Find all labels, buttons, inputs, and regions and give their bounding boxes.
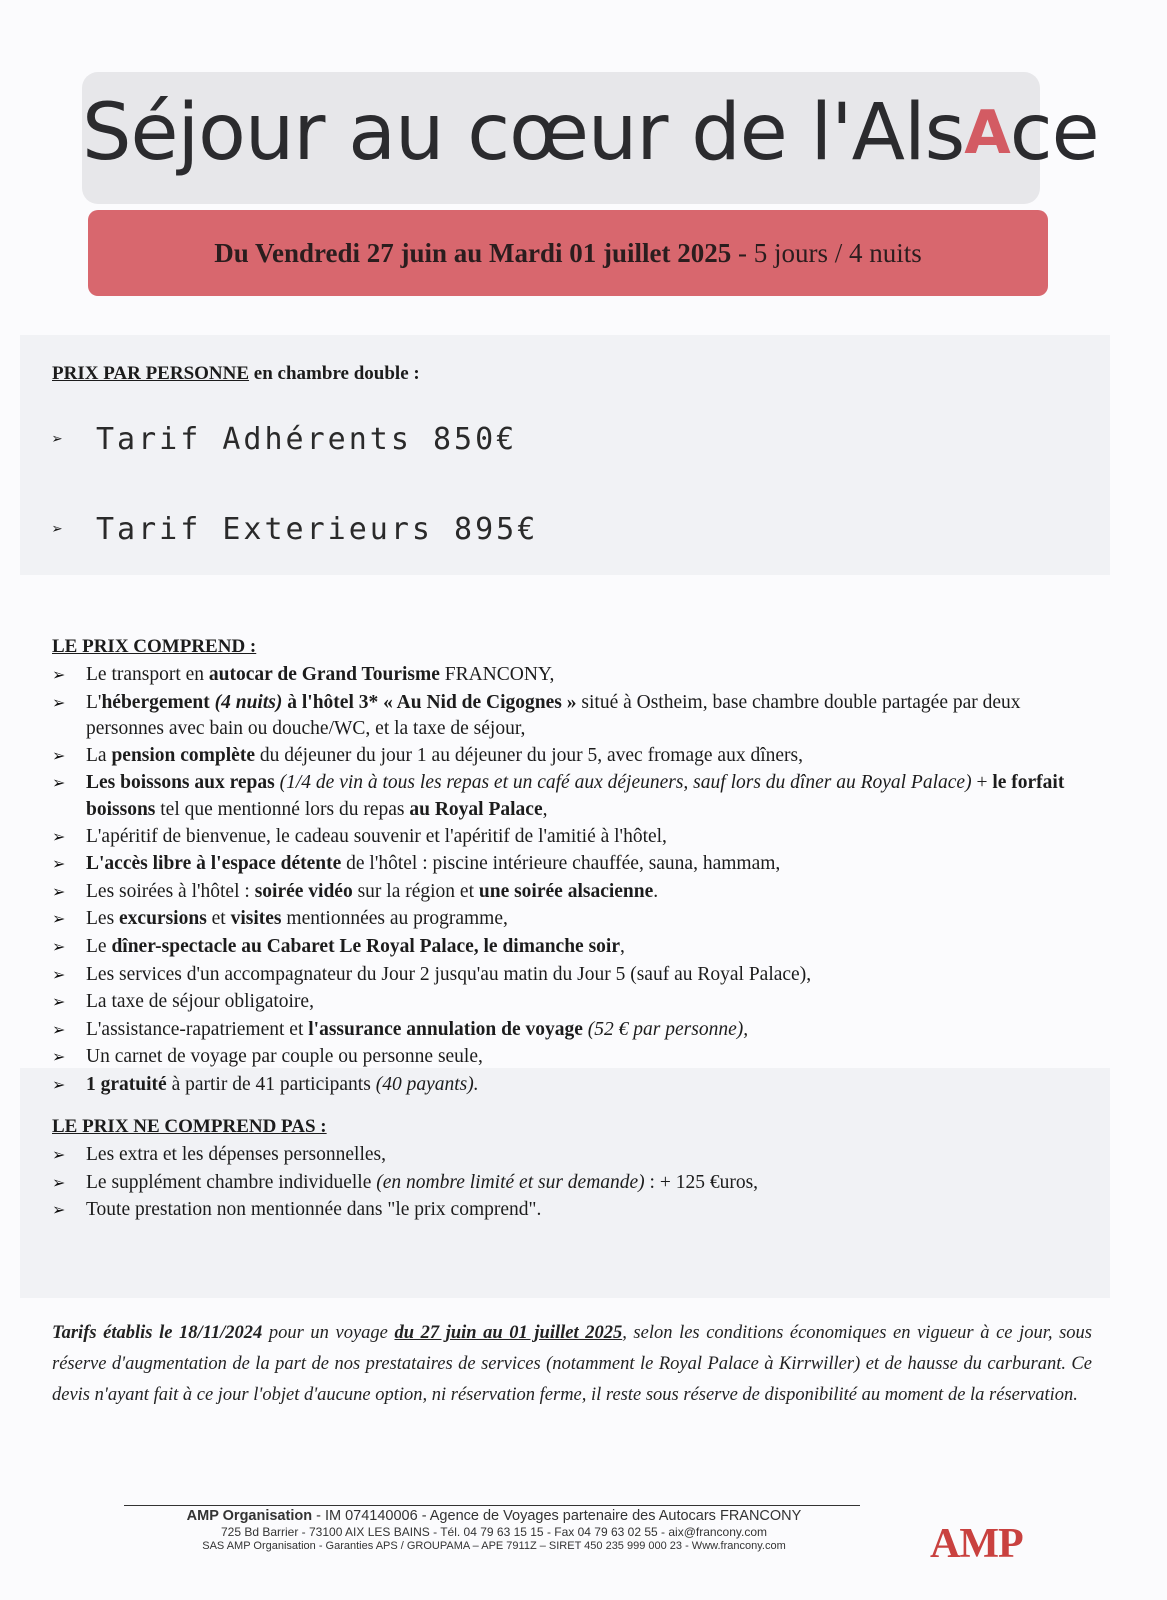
list-item: ➢ La taxe de séjour obligatoire,: [52, 989, 1092, 1017]
excluded-heading: LE PRIX NE COMPREND PAS :: [52, 1116, 327, 1137]
list-item: ➢ 1 gratuité à partir de 41 participants (40 payants).: [52, 1072, 1092, 1100]
footer-legal: SAS AMP Organisation - Garanties APS / GROUPAMA – APE 7911Z – SIRET 450 235 999 000 23 - Www.francony.com: [202, 1540, 786, 1552]
included-heading: LE PRIX COMPREND :: [52, 636, 257, 657]
arrow-bullet-icon: ➢: [52, 1076, 66, 1094]
list-item: ➢ Le dîner-spectacle au Cabaret Le Royal Palace, le dimanche soir,: [52, 934, 1092, 962]
conditions-notes: Tarifs établis le 18/11/2024 pour un voyage du 27 juin au 01 juillet 2025, selon les conditions économiques en vigueur à ce jour, sous réserve d'augmentation de la part de nos prestataires de services (notamment le Royal Palace à Kirrwiller) et de hausse du carburant. Ce devis n'ayant fait à ce jour l'objet d'aucune option, ni réservation ferme, il reste sous réserve de disponibilité au moment de la réservation.: [52, 1323, 1092, 1405]
arrow-bullet-icon: ➢: [52, 1049, 66, 1067]
arrow-bullet-icon: ➢: [52, 938, 66, 956]
footer-address: 725 Bd Barrier - 73100 AIX LES BAINS - Tél. 04 79 63 15 15 - Fax 04 79 63 02 55 - aix@francony.com: [220, 1525, 768, 1539]
list-item: ➢ Le transport en autocar de Grand Tourisme FRANCONY,: [52, 662, 1092, 690]
arrow-bullet-icon: ➢: [52, 966, 66, 984]
list-item: ➢ La pension complète du déjeuner du jour 1 au déjeuner du jour 5, avec fromage aux dîners,: [52, 743, 1092, 771]
list-item: ➢ Les extra et les dépenses personnelles,: [52, 1142, 1092, 1170]
arrow-bullet-icon: ➢: [52, 694, 66, 712]
arrow-bullet-icon: ➢: [52, 856, 66, 874]
list-item: ➢ L'apéritif de bienvenue, le cadeau souvenir et l'apéritif de l'amitié à l'hôtel,: [52, 824, 1092, 852]
arrow-bullet-icon: ➢: [52, 747, 66, 765]
date-banner: [88, 210, 1048, 296]
list-item: ➢ Toute prestation non mentionnée dans "le prix comprend".: [52, 1197, 1092, 1225]
list-item: ➢ Les soirées à l'hôtel : soirée vidéo sur la région et une soirée alsacienne.: [52, 879, 1092, 907]
arrow-bullet-icon: ➢: [52, 1174, 66, 1192]
page-title: Séjour au cœur de l'AlsAce: [82, 88, 1099, 178]
excluded-list: [52, 1142, 1092, 1225]
list-item: ➢ Le supplément chambre individuelle (en nombre limité et sur demande) : + 125 €uros,: [52, 1170, 1092, 1198]
arrow-bullet-icon: ➢: [52, 775, 66, 793]
arrow-bullet-icon: ➢: [52, 994, 66, 1012]
list-item: ➢ Un carnet de voyage par couple ou personne seule,: [52, 1044, 1092, 1072]
arrow-bullet-icon: ➢: [52, 1021, 66, 1039]
included-list: [52, 662, 1092, 1100]
date-range: Du Vendredi 27 juin au Mardi 01 juillet 2025: [214, 237, 732, 268]
arrow-bullet-icon: ➢: [52, 429, 66, 450]
trip-duration: - 5 jours / 4 nuits: [731, 237, 922, 268]
footer-company: AMP Organisation: [186, 1508, 313, 1524]
arrow-bullet-icon: ➢: [52, 519, 66, 540]
footer: AMP Organisation - IM 074140006 - Agence de Voyages partenaire des Autocars FRANCONY 725 Bd Barrier - 73100 AIX LES BAINS - Tél. 04 79 63 15 15 - Fax 04 79 63 02 55 - aix@francony.com SAS AMP Organisation - Garanties APS / GROUPAMA – APE 7911Z – SIRET 450 235 999 000 23 - Www.francony.com: [124, 1508, 864, 1552]
list-item: ➢ Les excursions et visites mentionnées au programme,: [52, 906, 1092, 934]
footer-divider: [124, 1505, 860, 1506]
tarif-adherents: ➢ Tarif Adhérents 850€: [52, 422, 518, 457]
arrow-bullet-icon: ➢: [52, 828, 66, 846]
list-item: ➢ Les boissons aux repas (1/4 de vin à tous les repas et un café aux déjeuners, sauf lors du dîner au Royal Palace) + le forfait boissons tel que mentionné lors du repas au Royal Palace,: [52, 770, 1092, 823]
list-item: ➢ L'hébergement (4 nuits) à l'hôtel 3* « Au Nid de Cigognes » situé à Ostheim, base chambre double partagée par deux personnes avec bain ou douche/WC, et la taxe de séjour,: [52, 690, 1092, 743]
tarif-exterieurs: ➢ Tarif Exterieurs 895€: [52, 512, 539, 547]
arrow-bullet-icon: ➢: [52, 883, 66, 901]
list-item: ➢ L'accès libre à l'espace détente de l'hôtel : piscine intérieure chauffée, sauna, hammam,: [52, 851, 1092, 879]
pricing-heading: PRIX PAR PERSONNE en chambre double :: [52, 363, 420, 384]
list-item: ➢ L'assistance-rapatriement et l'assurance annulation de voyage (52 € par personne),: [52, 1017, 1092, 1045]
arrow-bullet-icon: ➢: [52, 1147, 66, 1164]
arrow-bullet-icon: ➢: [52, 911, 66, 929]
amp-logo: AMP: [930, 1521, 1023, 1567]
arrow-bullet-icon: ➢: [52, 1202, 66, 1220]
arrow-bullet-icon: ➢: [52, 667, 66, 684]
list-item: ➢ Les services d'un accompagnateur du Jour 2 jusqu'au matin du Jour 5 (sauf au Royal Palace),: [52, 962, 1092, 990]
alsace-heart-logo: A: [964, 98, 1010, 168]
